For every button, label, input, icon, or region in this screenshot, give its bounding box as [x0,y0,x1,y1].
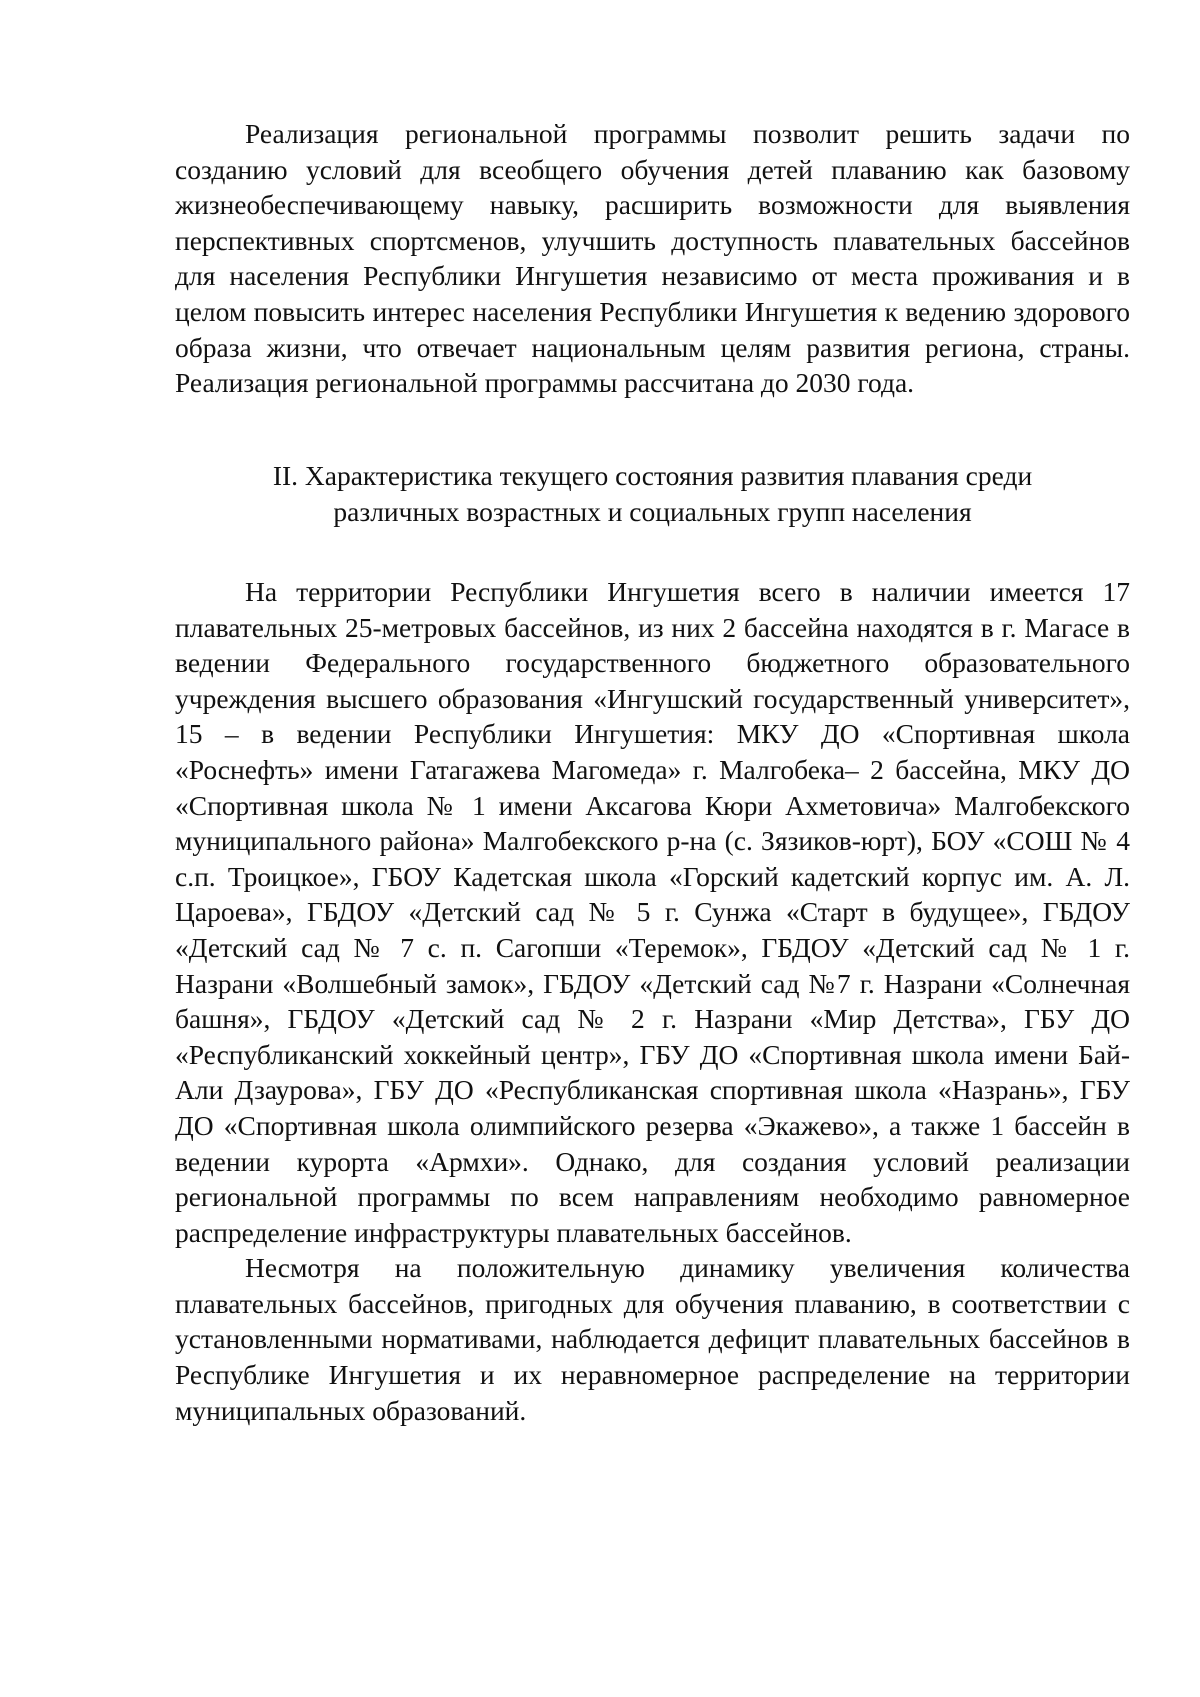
section-heading-line-1: II. Характеристика текущего состояния развития плавания среди [272,460,1033,491]
pools-section [175,574,1130,1428]
section-heading [175,458,1130,529]
section-heading-line-2: различных возрастных и социальных групп населения [333,495,972,527]
paragraph-pools-list: На территории Республики Ингушетия всего в наличии имеется 17 плавательных 25-метровых бассейнов, из них 2 бассейна находятся в г. Магасе в ведении Федерального государственного бюджетного образовательного учреждения высшего образования «Ингушский государственный университет», 15 – в ведении Республики Ингушетия: МКУ ДО «Спортивная школа «Роснефть» имени Гатагажева Магомеда» г. Малгобека– 2 бассейна, МКУ ДО «Спортивная школа № 1 имени Аксагова Кюри Ахметовича» Малгобекского муниципального района» Малгобекского р-на (с. Зязиков-юрт), БОУ «СОШ № 4 с.п. Троицкое», ГБОУ Кадетская школа «Горский кадетский корпус им. А. Л. Цароева», ГБДОУ «Детский сад № 5 г. Сунжа «Старт в будущее», ГБДОУ «Детский сад № 7 с. п. Сагопши «Теремок», ГБДОУ «Детский сад № 1 г. Назрани «Волшебный замок», ГБДОУ «Детский сад №7 г. Назрани «Солнечная башня», ГБДОУ «Детский сад № 2 г. Назрани «Мир Детства», ГБУ ДО «Республиканский хоккейный центр», ГБУ ДО «Спортивная школа имени Бай-Али Дзаурова», ГБУ ДО «Республиканская спортивная школа «Назрань», ГБУ ДО «Спортивная школа олимпийского резерва «Экажево», а также 1 бассейн в ведении курорта «Армхи». Однако, для создания условий реализации региональной программы по всем направлениям необходимо равномерное распределение инфраструктуры плавательных бассейнов. [175,576,1130,1248]
paragraph-program-goals: Реализация региональной программы позволит решить задачи по созданию условий для всеобщего обучения детей плаванию как базовому жизнеобеспечивающему навыку, расширить возможности для выявления перспективных спортсменов, улучшить доступность плавательных бассейнов для населения Республики Ингушетия независимо от места проживания и в целом повысить интерес населения Республики Ингушетия к ведению здорового образа жизни, что отвечает национальным целям развития региона, страны. Реализация региональной программы рассчитана до 2030 года. [175,118,1130,399]
intro-section [175,116,1130,401]
paragraph-pools-deficit: Несмотря на положительную динамику увеличения количества плавательных бассейнов, пригодных для обучения плаванию, в соответствии с установленными нормативами, наблюдается дефицит плавательных бассейнов в Республике Ингушетия и их неравномерное распределение на территории муниципальных образований. [175,1252,1130,1426]
